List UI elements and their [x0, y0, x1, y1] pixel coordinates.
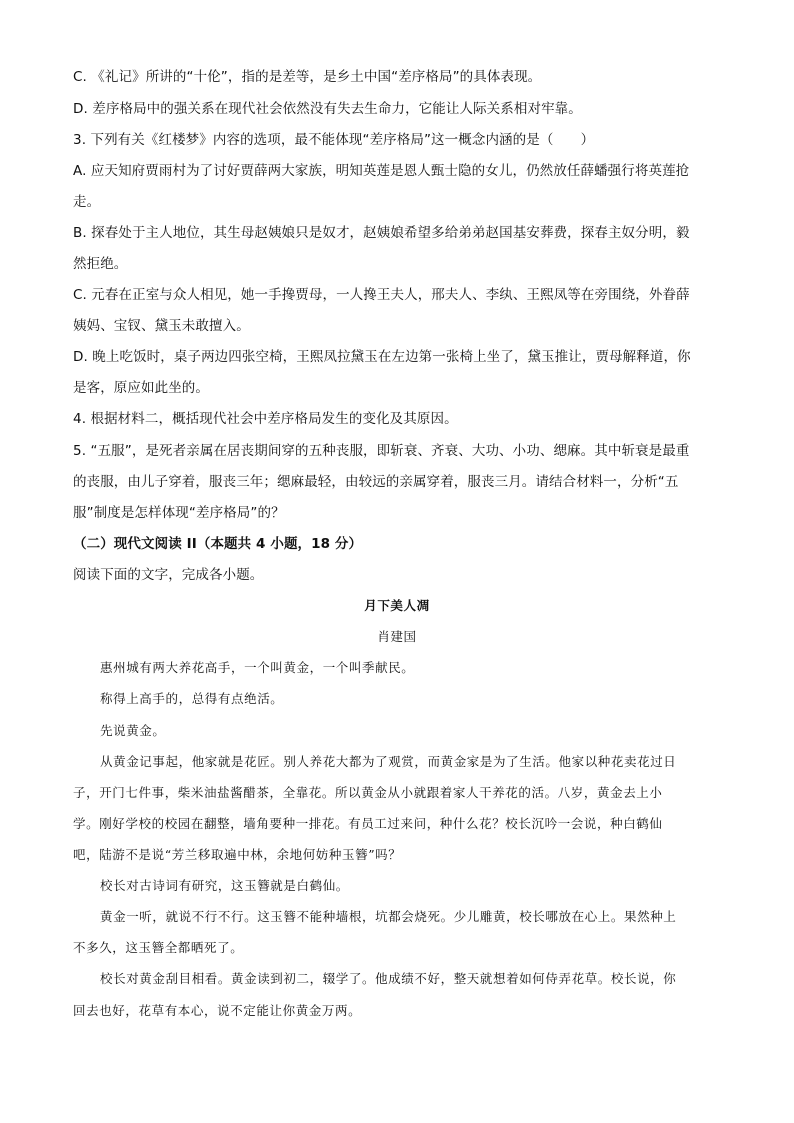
option-d-text: D. 差序格局中的强关系在现代社会依然没有失去生命力，它能让人际关系相对牢靠。: [73, 101, 582, 117]
q3-option-b-line2: 然拒绝。: [73, 256, 128, 272]
story-paragraph-line: 子，开门七件事，柴米油盐酱醋茶，全靠花。所以黄金从小就跟着家人干养花的活。八岁，黄金去上小: [73, 785, 663, 800]
story-paragraph-line: 从黄金记事起，他家就是花匠。别人养花大都为了观赏，而黄金家是为了生活。他家以种花卖花过日: [100, 754, 677, 769]
story-paragraph-line: 先说黄金。: [100, 723, 166, 738]
story-paragraph-line: 回去也好，花草有本心，说不定能让你黄金万两。: [73, 1003, 362, 1018]
q3-option-d-line2: 是客，原应如此坐的。: [73, 380, 209, 396]
story-paragraph-line: 学。刚好学校的校园在翻整，墙角要种一排花。有员工过来问，种什么花？校长沉吟一会说，种白鹤仙: [73, 816, 663, 831]
story-paragraph-line: 黄金一听，就说不行不行。这玉簪不能种墙根，坑都会烧死。少儿雕黄，校长哪放在心上。果然种上: [100, 909, 677, 924]
story-author: 肖建国: [377, 629, 417, 644]
story-paragraph-line: 校长对古诗词有研究，这玉簪就是白鹤仙。: [100, 878, 349, 893]
question-3-stem: 3. 下列有关《红楼梦》内容的选项，最不能体现“差序格局”这一概念内涵的是（ ）: [73, 132, 595, 148]
q3-option-b-line1: B. 探春处于主人地位，其生母赵姨娘只是奴才，赵姨娘希望多给弟弟赵国基安葬费，探春主奴分明，毅: [73, 225, 690, 241]
q3-option-a-line2: 走。: [73, 194, 101, 210]
q3-option-c-line1: C. 元春在正室与众人相见，她一手搀贾母，一人搀王夫人，邢夫人、李纨、王熙凤等在旁围绕，外眷薛: [73, 287, 690, 303]
question-5-line3: 服”制度是怎样体现“差序格局”的？: [73, 505, 285, 521]
section-instruction: 阅读下面的文字，完成各小题。: [73, 567, 264, 583]
story-paragraph-line: 不多久，这玉簪全都晒死了。: [73, 940, 244, 955]
question-4-stem: 4. 根据材料二，概括现代社会中差序格局发生的变化及其原因。: [73, 411, 458, 427]
question-5-line1: 5. “五服”，是死者亲属在居丧期间穿的五种丧服，即斩衰、齐衰、大功、小功、缌麻。其中斩衰是最重: [73, 443, 690, 459]
story-paragraph-line: 惠州城有两大养花高手，一个叫黄金，一个叫季献民。: [100, 660, 415, 675]
section-heading: （二）现代文阅读 II（本题共 4 小题，18 分）: [73, 536, 363, 552]
story-paragraph-line: 校长对黄金刮目相看。黄金读到初二，辍学了。他成绩不好，整天就想着如何侍弄花草。校长说，你: [100, 971, 677, 986]
story-paragraph-line: 称得上高手的，总得有点绝活。: [100, 691, 284, 706]
question-5-line2: 的丧服，由儿子穿着，服丧三年；缌麻最轻，由较远的亲属穿着，服丧三月。请结合材料一，分析“五: [73, 474, 679, 490]
q3-option-c-line2: 姨妈、宝钗、黛玉未敢擅入。: [73, 318, 250, 334]
q3-option-a-line1: A. 应天知府贾雨村为了讨好贾薛两大家族，明知英莲是恩人甄士隐的女儿，仍然放任薛蟠强行将英莲抢: [73, 163, 690, 179]
story-title: 月下美人凋: [364, 598, 430, 613]
q3-option-d-line1: D. 晚上吃饭时，桌子两边四张空椅，王熙凤拉黛玉在左边第一张椅上坐了，黛玉推让，贾母解释道，你: [73, 349, 691, 365]
story-paragraph-line: 吧，陆游不是说“芳兰移取遍中林，余地何妨种玉簪”吗？: [73, 847, 402, 862]
option-c-text: C. 《礼记》所讲的“十伦”，指的是差等，是乡土中国“差序格局”的具体表现。: [73, 69, 542, 85]
